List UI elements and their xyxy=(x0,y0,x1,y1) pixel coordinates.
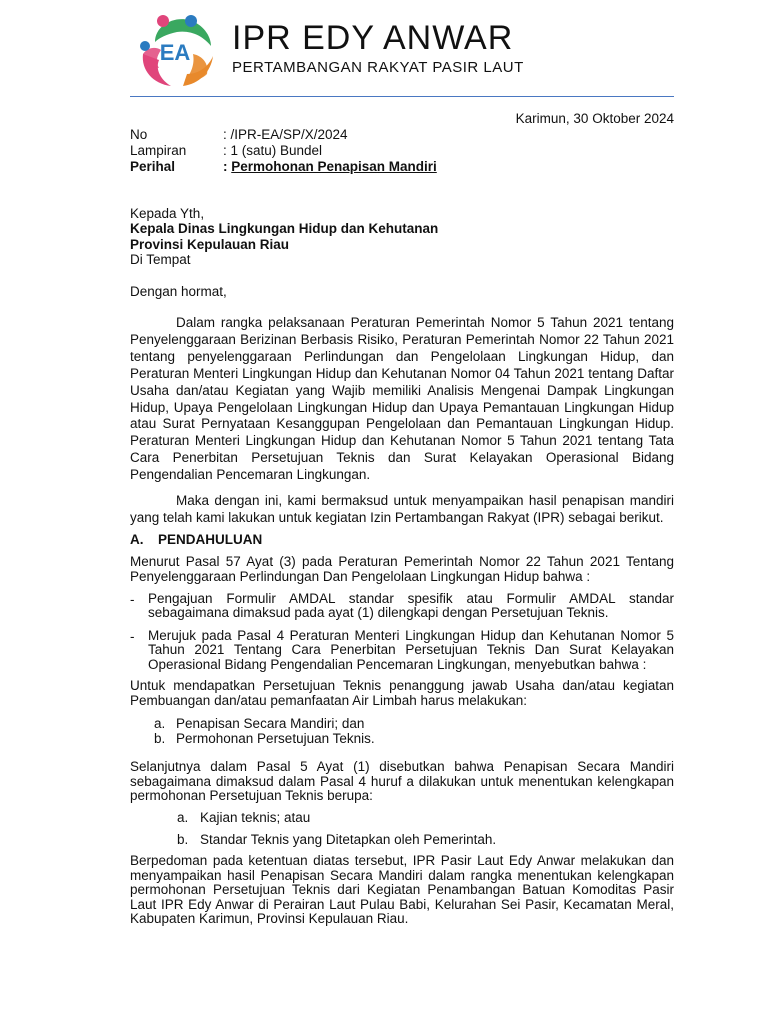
list1-item: Permohonan Persetujuan Teknis. xyxy=(176,731,375,746)
recipient-line2: Provinsi Kepulauan Riau xyxy=(130,237,290,252)
meta-no-value: : /IPR-EA/SP/X/2024 xyxy=(223,127,348,142)
salutation: Dengan hormat, xyxy=(130,284,227,299)
meta-perihal-subject: Permohonan Penapisan Mandiri xyxy=(231,159,437,174)
meta-perihal-value xyxy=(223,159,437,175)
dash-item: Merujuk pada Pasal 4 Peraturan Menteri Lingkungan Hidup dan Kehutanan Nomor 5 Tahun 2021 Tentang Cara Penerbitan Persetujuan Teknis Dan Surat Kelayakan Operasional Bidang Pengendalian Pencemaran Lingkungan, menyebutkan bahwa : xyxy=(148,628,674,672)
list2-label: b. xyxy=(177,832,189,847)
paragraph-6: Berpedoman pada ketentuan diatas tersebut, IPR Pasir Laut Edy Anwar melakukan dan menyampaikan hasil Penapisan Secara Mandiri dalam rangka menentukan kelengkapan permohonan Persetujuan Teknis dari Kegiatan Penambangan Batuan Komoditas Pasir Laut IPR Edy Anwar di Perairan Laut Pulau Babi, Kelurahan Sei Pasir, Kecamatan Meral, Kabupaten Karimun, Provinsi Kepulauan Riau. xyxy=(130,853,674,927)
list2-item: Kajian teknis; atau xyxy=(200,810,311,825)
ipr-logo xyxy=(133,8,217,92)
paragraph-5: Selanjutnya dalam Pasal 5 Ayat (1) disebutkan bahwa Penapisan Secara Mandiri sebagaimana dimaksud dalam Pasal 4 huruf a dilakukan untuk menentukan kelengkapan permohonan Persetujuan Teknis berupa: xyxy=(130,759,674,804)
list2-item: Standar Teknis yang Ditetapkan oleh Pemerintah. xyxy=(200,832,497,847)
header-divider xyxy=(130,96,674,97)
org-subtitle: PERTAMBANGAN RAKYAT PASIR LAUT xyxy=(232,59,524,76)
list1-label: b. xyxy=(154,731,166,746)
meta-perihal-prefix: : xyxy=(223,159,232,174)
recipient-greeting: Kepada Yth, xyxy=(130,206,205,221)
paragraph-2: Maka dengan ini, kami bermaksud untuk menyampaikan hasil penapisan mandiri yang telah kami lakukan untuk kegiatan Izin Pertambangan Rakyat (IPR) sebagai berikut. xyxy=(130,493,674,525)
section-a-number: A. xyxy=(130,532,144,547)
list2-label: a. xyxy=(177,810,189,825)
meta-perihal-label: Perihal xyxy=(130,159,176,174)
list1-item: Penapisan Secara Mandiri; dan xyxy=(176,716,365,731)
dash-bullet: - xyxy=(130,592,135,607)
dash-bullet: - xyxy=(130,629,135,644)
meta-lampiran-value: : 1 (satu) Bundel xyxy=(223,143,323,158)
letter-date: Karimun, 30 Oktober 2024 xyxy=(515,111,674,126)
org-name: IPR EDY ANWAR xyxy=(232,19,514,57)
meta-lampiran-label: Lampiran xyxy=(130,143,187,158)
recipient-line3: Di Tempat xyxy=(130,252,191,267)
paragraph-4: Untuk mendapatkan Persetujuan Teknis penanggung jawab Usaha dan/atau kegiatan Pembuangan dan/atau pemanfaatan Air Limbah harus melakukan: xyxy=(130,678,674,708)
logo-text: EA xyxy=(159,40,191,65)
paragraph-3: Menurut Pasal 57 Ayat (3) pada Peraturan Pemerintah Nomor 22 Tahun 2021 Tentang Penyelenggaraan Perlindungan Dan Pengelolaan Lingkungan Hidup bahwa : xyxy=(130,554,674,584)
recipient-line1: Kepala Dinas Lingkungan Hidup dan Kehutanan xyxy=(130,221,439,236)
list1-label: a. xyxy=(154,716,166,731)
paragraph-1: Dalam rangka pelaksanaan Peraturan Pemerintah Nomor 5 Tahun 2021 tentang Penyelenggaraan Berizinan Berbasis Risiko, Peraturan Pemerintah Nomor 22 Tahun 2021 tentang penyelenggaraan Perlindungan dan Pengelolaan Lingkungan Hidup, dan Peraturan Menteri Lingkungan Hidup dan Kehutanan Nomor 04 Tahun 2021 tentang Daftar Usaha dan/atau Kegiatan yang Wajib memiliki Analisis Mengenai Dampak Lingkungan Hidup, Upaya Pengelolaan Lingkungan Hidup dan Upaya Pemantauan Lingkungan Hidup atau Surat Pernyataan Kesanggupan Pengelolaan dan Pemantauan Lingkungan Hidup. Peraturan Menteri Lingkungan Hidup dan Kehutanan Nomor 5 Tahun 2021 tentang Tata Cara Penerbitan Persetujuan Teknis dan Surat Kelayakan Operasional Bidang Pengendalian Pencemaran Lingkungan. xyxy=(130,315,674,483)
section-a-title: PENDAHULUAN xyxy=(158,532,263,547)
dash-item: Pengajuan Formulir AMDAL standar spesifik atau Formulir AMDAL standar sebagaimana dimaksud pada ayat (1) dilengkapi dengan Persetujuan Teknis. xyxy=(148,591,674,621)
meta-no-label: No xyxy=(130,127,148,142)
